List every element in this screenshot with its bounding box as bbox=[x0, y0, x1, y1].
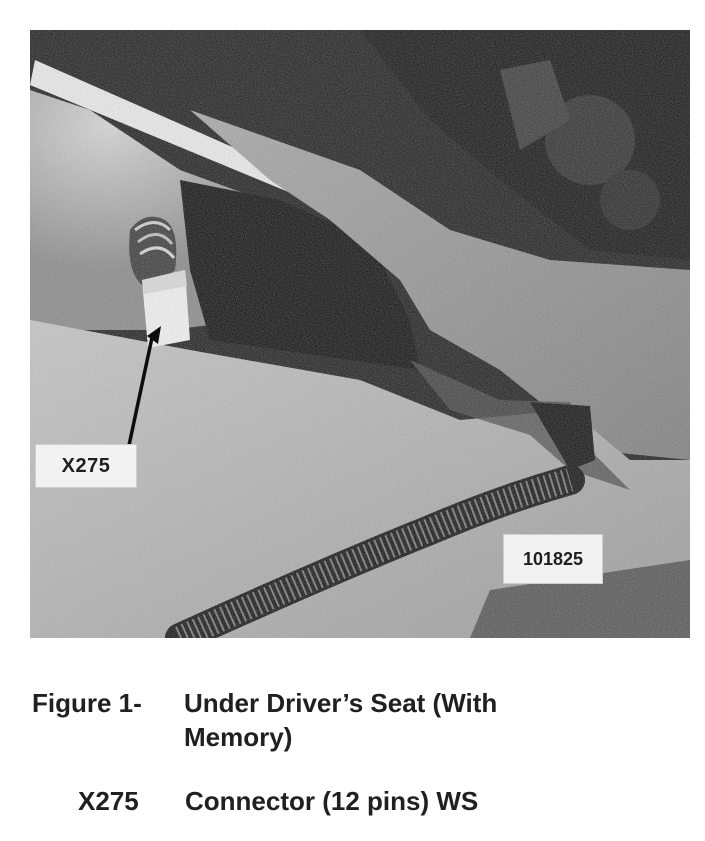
connector-callout-label: X275 bbox=[35, 444, 137, 488]
photo-number-label: 101825 bbox=[503, 534, 603, 584]
legend-description: Connector (12 pins) WS bbox=[185, 786, 479, 816]
figure-title: Under Driver’s Seat (With Memory) bbox=[184, 688, 498, 752]
legend-row bbox=[78, 784, 478, 818]
figure-caption bbox=[32, 686, 672, 754]
figure-label: Figure 1- bbox=[32, 688, 142, 718]
legend-code: X275 bbox=[78, 786, 139, 816]
